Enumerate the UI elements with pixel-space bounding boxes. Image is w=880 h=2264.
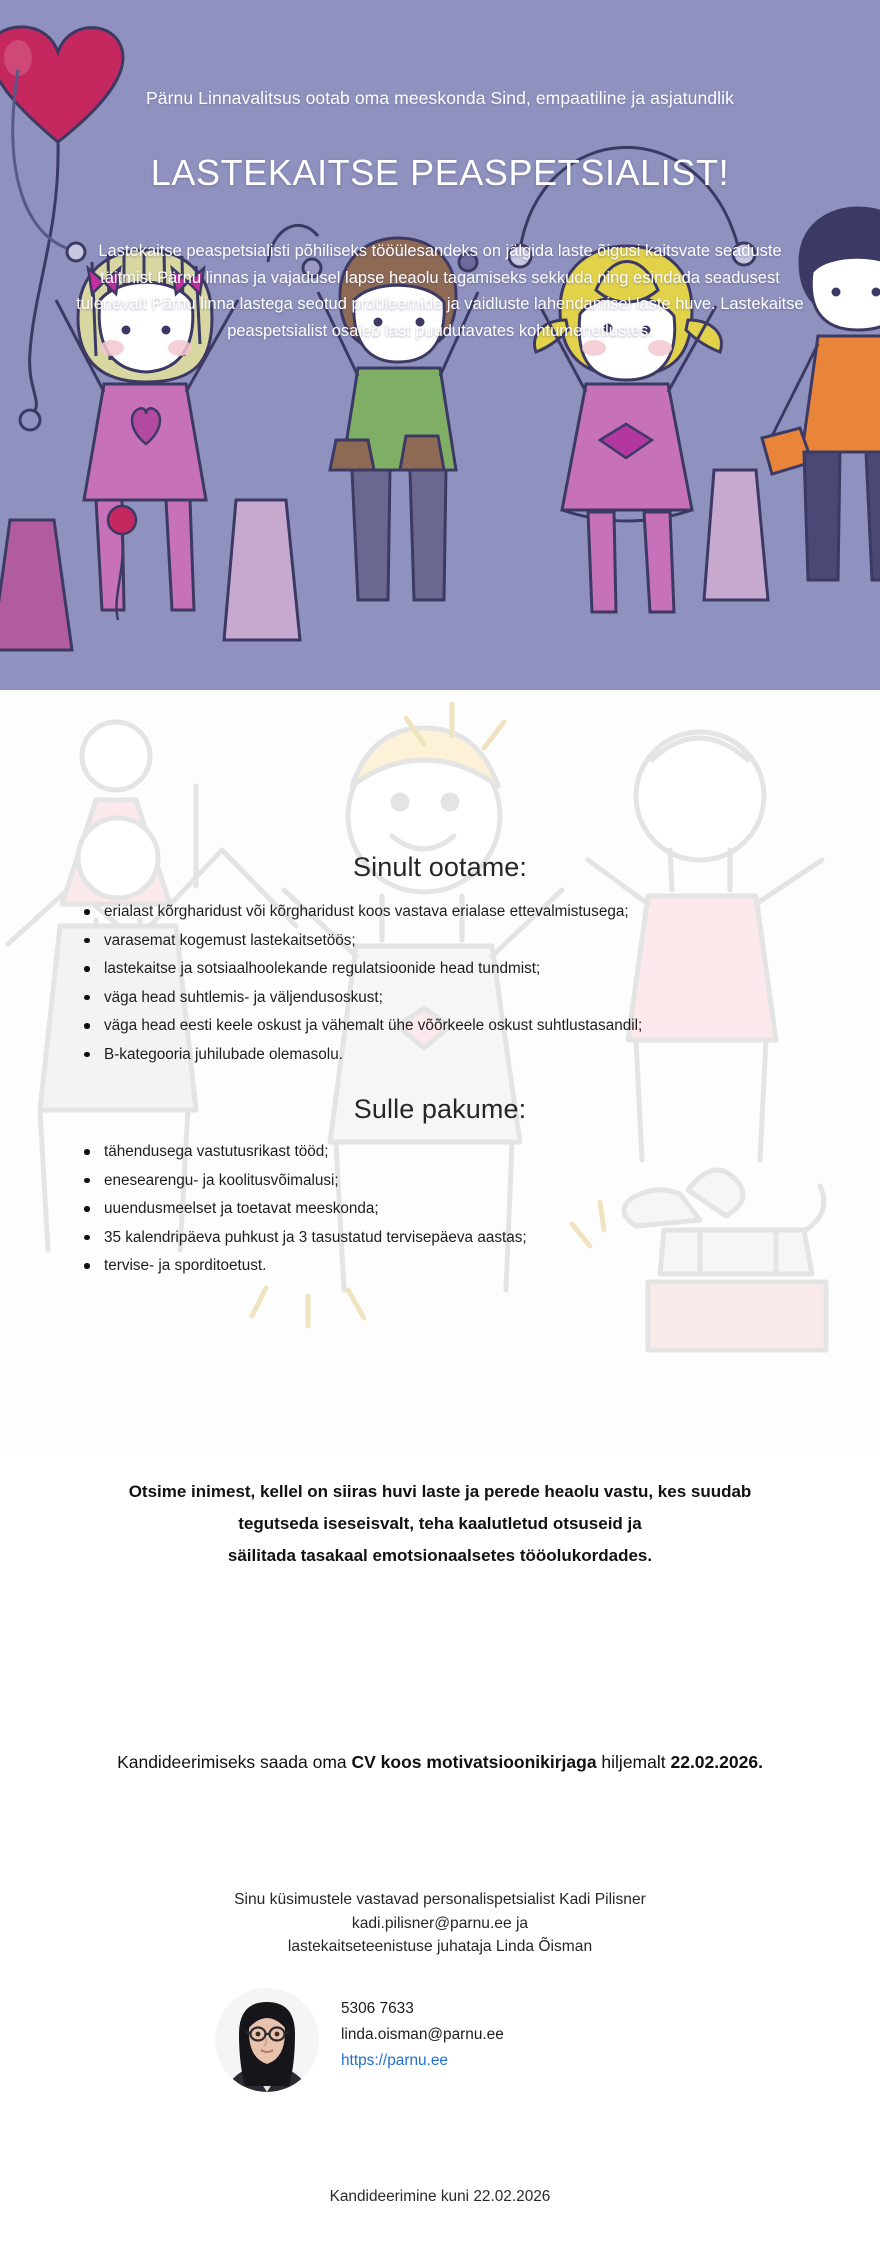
list-item: erialast kõrgharidust või kõrgharidust koos vastava erialase ettevalmistusega; [82, 902, 642, 921]
deadline-middle: hiljemalt [596, 1752, 671, 1772]
contact-website-link[interactable]: https://parnu.ee [341, 2052, 448, 2069]
contact-intro [0, 1888, 880, 1959]
pitch-line-1: Otsime inimest, kellel on siiras huvi laste ja perede heaolu vastu, kes suudab [128, 1482, 752, 1501]
deadline-line [0, 1752, 880, 1773]
page-title: LASTEKAITSE PEASPETSIALIST! [150, 152, 730, 193]
banner-description: Lastekaitse peaspetsialisti põhiliseks tööülesandeks on jälgida laste õigusi kaitsvate seaduste täitmist Pärnu linnas ja vajadusel lapse heaolu tagamiseks sekkuda ning esindada seadusest tulenevalt Pärnu linna lastega seotud probleemide ja vaidluste lahendamisel laste huve. Lastekaitse peaspetsialist osaleb last puudutavates kohtumenetlustes. [76, 242, 804, 340]
contact-intro-line-3: lastekaitseteenistuse juhataja Linda Õisman [287, 1938, 593, 1955]
contact-intro-line-2: kadi.pilisner@parnu.ee ja [351, 1914, 529, 1932]
contact-details [341, 1988, 504, 2074]
list-item: tähendusega vastutusrikast tööd; [82, 1142, 527, 1161]
requirements-list [82, 902, 642, 1073]
contact-intro-line-1: Sinu küsimustele vastavad personalispetsialist Kadi Pilisner [234, 1891, 646, 1908]
small-balloon-icon [108, 506, 136, 534]
deadline-prefix: Kandideerimiseks saada oma [117, 1752, 352, 1772]
contact-phone: 5306 7633 [341, 2000, 414, 2017]
avatar [215, 1988, 319, 2092]
requirements-heading: Sinult ootame: [353, 852, 527, 882]
list-item: lastekaitse ja sotsiaalhoolekande regulatsioonide head tundmist; [82, 959, 642, 978]
list-item: 35 kalendripäeva puhkust ja 3 tasustatud tervisepäeva aastas; [82, 1228, 527, 1247]
list-item: väga head eesti keele oskust ja vähemalt ühe võõrkeele oskust suhtlustasandil; [82, 1016, 642, 1035]
list-item: enesearengu- ja koolitusvõimalusi; [82, 1171, 527, 1190]
lists-section [0, 690, 880, 1450]
deadline-date: 22.02.2026. [670, 1752, 763, 1772]
list-item: väga head suhtlemis- ja väljendusoskust; [82, 988, 642, 1007]
contact-email: linda.oisman@parnu.ee [341, 2026, 504, 2043]
header-banner [0, 0, 880, 690]
contact-card [215, 1988, 675, 2138]
pitch-line-2: tegutseda iseseisvalt, teha kaalutletud otsuseid ja [238, 1514, 642, 1533]
footer-deadline: Kandideerimine kuni 22.02.2026 [329, 2188, 551, 2205]
list-item: varasemat kogemust lastekaitsetöös; [82, 931, 642, 950]
offer-heading: Sulle pakume: [353, 1094, 527, 1124]
pitch-paragraph [0, 1476, 880, 1572]
banner-intro-line: Pärnu Linnavalitsus ootab oma meeskonda Sind, empaatiline ja asjatundlik [146, 88, 734, 108]
list-item: B-kategooria juhilubade olemasolu. [82, 1045, 642, 1064]
deadline-documents: CV koos motivatsioonikirjaga [351, 1752, 597, 1772]
pitch-line-3: säilitada tasakaal emotsionaalsetes tööolukordades. [227, 1546, 653, 1565]
offer-list [82, 1142, 527, 1285]
list-item: tervise- ja sporditoetust. [82, 1256, 527, 1275]
list-item: uuendusmeelset ja toetavat meeskonda; [82, 1199, 527, 1218]
